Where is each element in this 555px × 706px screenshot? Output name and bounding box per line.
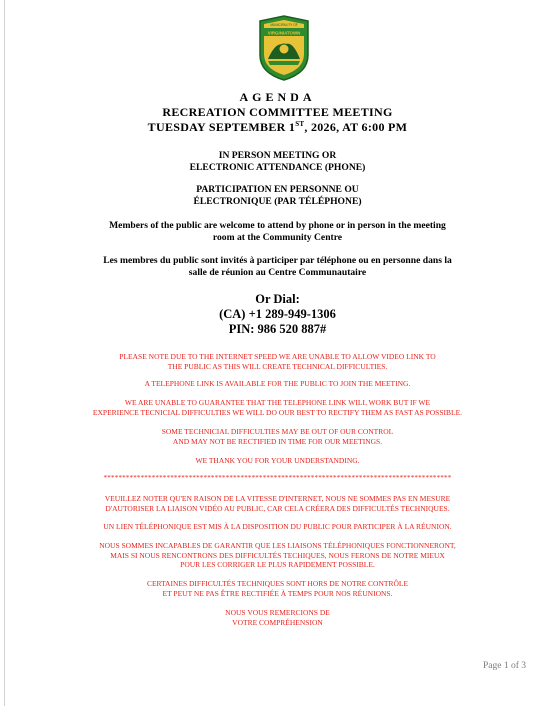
- notice-en-5: WE THANK YOU FOR YOUR UNDERSTANDING.: [195, 456, 360, 465]
- notice-fr-1: VEUILLEZ NOTER QU'EN RAISON DE LA VITESSE D'INTERNET, NOUS NE SOMMES PAS EN MESURE D'AUTORISER LA LIAISON VIDÉO AU PUBLIC, CAR CELA CRÉERA DES DIFFICULTÉS TECHNIQUES.: [104, 494, 451, 513]
- notice-en-1: PLEASE NOTE DUE TO THE INTERNET SPEED WE ARE UNABLE TO ALLOW VIDEO LINK TO THE PUBLIC AS THIS WILL CREATE TECHNICAL DIFFICULTIES.: [119, 352, 436, 371]
- agenda-heading: AGENDA: [239, 90, 316, 104]
- attendance-fr-line1: PARTICIPATION EN PERSONNE OU: [196, 184, 359, 195]
- notice-en-2: A TELEPHONE LINK IS AVAILABLE FOR THE PUBLIC TO JOIN THE MEETING.: [144, 379, 411, 388]
- public-notice-fr-line1: Les membres du public sont invités à participer par téléphone ou en personne dans la: [103, 255, 452, 266]
- date-ordinal: ST: [295, 120, 305, 128]
- asterisk-separator: **********************************************************************************************: [103, 474, 452, 482]
- dial-pin: PIN: 986 520 887#: [228, 322, 327, 336]
- date-suffix: , 2026, AT 6:00 PM: [304, 120, 408, 134]
- meeting-date: [0, 120, 555, 135]
- attendance-en-line2: ELECTRONIC ATTENDANCE (PHONE): [189, 162, 366, 173]
- notice-en-4: SOME TECHNICIAL DIFFICULTIES MAY BE OUT OF OUR CONTROL AND MAY NOT BE RECTIFIED IN TIME FOR OUR MEETINGS.: [161, 427, 394, 446]
- public-notice-en-line1: Members of the public are welcome to attend by phone or in person in the meeting: [109, 220, 446, 231]
- crest-banner-text: VIRGINIATOWN: [267, 30, 301, 36]
- public-notice-en-line2: room at the Community Centre: [212, 232, 343, 243]
- dial-phone-number: (CA) +1 289-949-1306: [219, 307, 336, 321]
- crest-top-text: MUNICIPALITY OF: [270, 23, 298, 27]
- notice-fr-5: NOUS VOUS REMERCIONS DE VOTRE COMPRÉHENSION: [225, 608, 330, 627]
- dial-label: Or Dial:: [255, 292, 300, 306]
- public-notice-fr-line2: salle de réunion au Centre Communautaire: [188, 267, 367, 278]
- notice-fr-4: CERTAINES DIFFICULTÉS TECHNIQUES SONT HORS DE NOTRE CONTRÔLE ET PEUT NE PAS ÊTRE RECTIFIÉE À TEMPS POUR NOS RÉUNIONS.: [146, 579, 409, 598]
- notice-fr-2: UN LIEN TÉLÉPHONIQUE EST MIS À LA DISPOSITION DU PUBLIC POUR PARTICIPER À LA RÉUNION.: [103, 522, 452, 531]
- notice-fr-3: NOUS SOMMES INCAPABLES DE GARANTIR QUE LES LIAISONS TÉLÉPHONIQUES FONCTIONNERONT, MAIS SI NOUS RENCONTRONS DES DIFFICULTÉS TECHIQUES, NOUS FERONS DE NOTRE MIEUX POUR LES CORRIGER LE PLUS RAPIDEMENT POSSIBLE.: [99, 541, 456, 570]
- page-number: Page 1 of 3: [482, 661, 526, 671]
- attendance-en-line1: IN PERSON MEETING OR: [218, 150, 337, 161]
- date-prefix: TUESDAY SEPTEMBER 1: [147, 120, 296, 134]
- meeting-title: RECREATION COMMITTEE MEETING: [162, 105, 393, 119]
- municipal-crest-icon: [258, 15, 310, 81]
- notice-en-3: WE ARE UNABLE TO GUARANTEE THAT THE TELEPHONE LINK WILL WORK BUT IF WE EXPERIENCE TECNICIAL DIFFICULTIES WE WILL DO OUR BEST TO RECTIFY THEM AS FAST AS POSSIBLE.: [92, 398, 463, 417]
- attendance-fr-line2: ÉLECTRONIQUE (PAR TÉLÉPHONE): [193, 196, 362, 207]
